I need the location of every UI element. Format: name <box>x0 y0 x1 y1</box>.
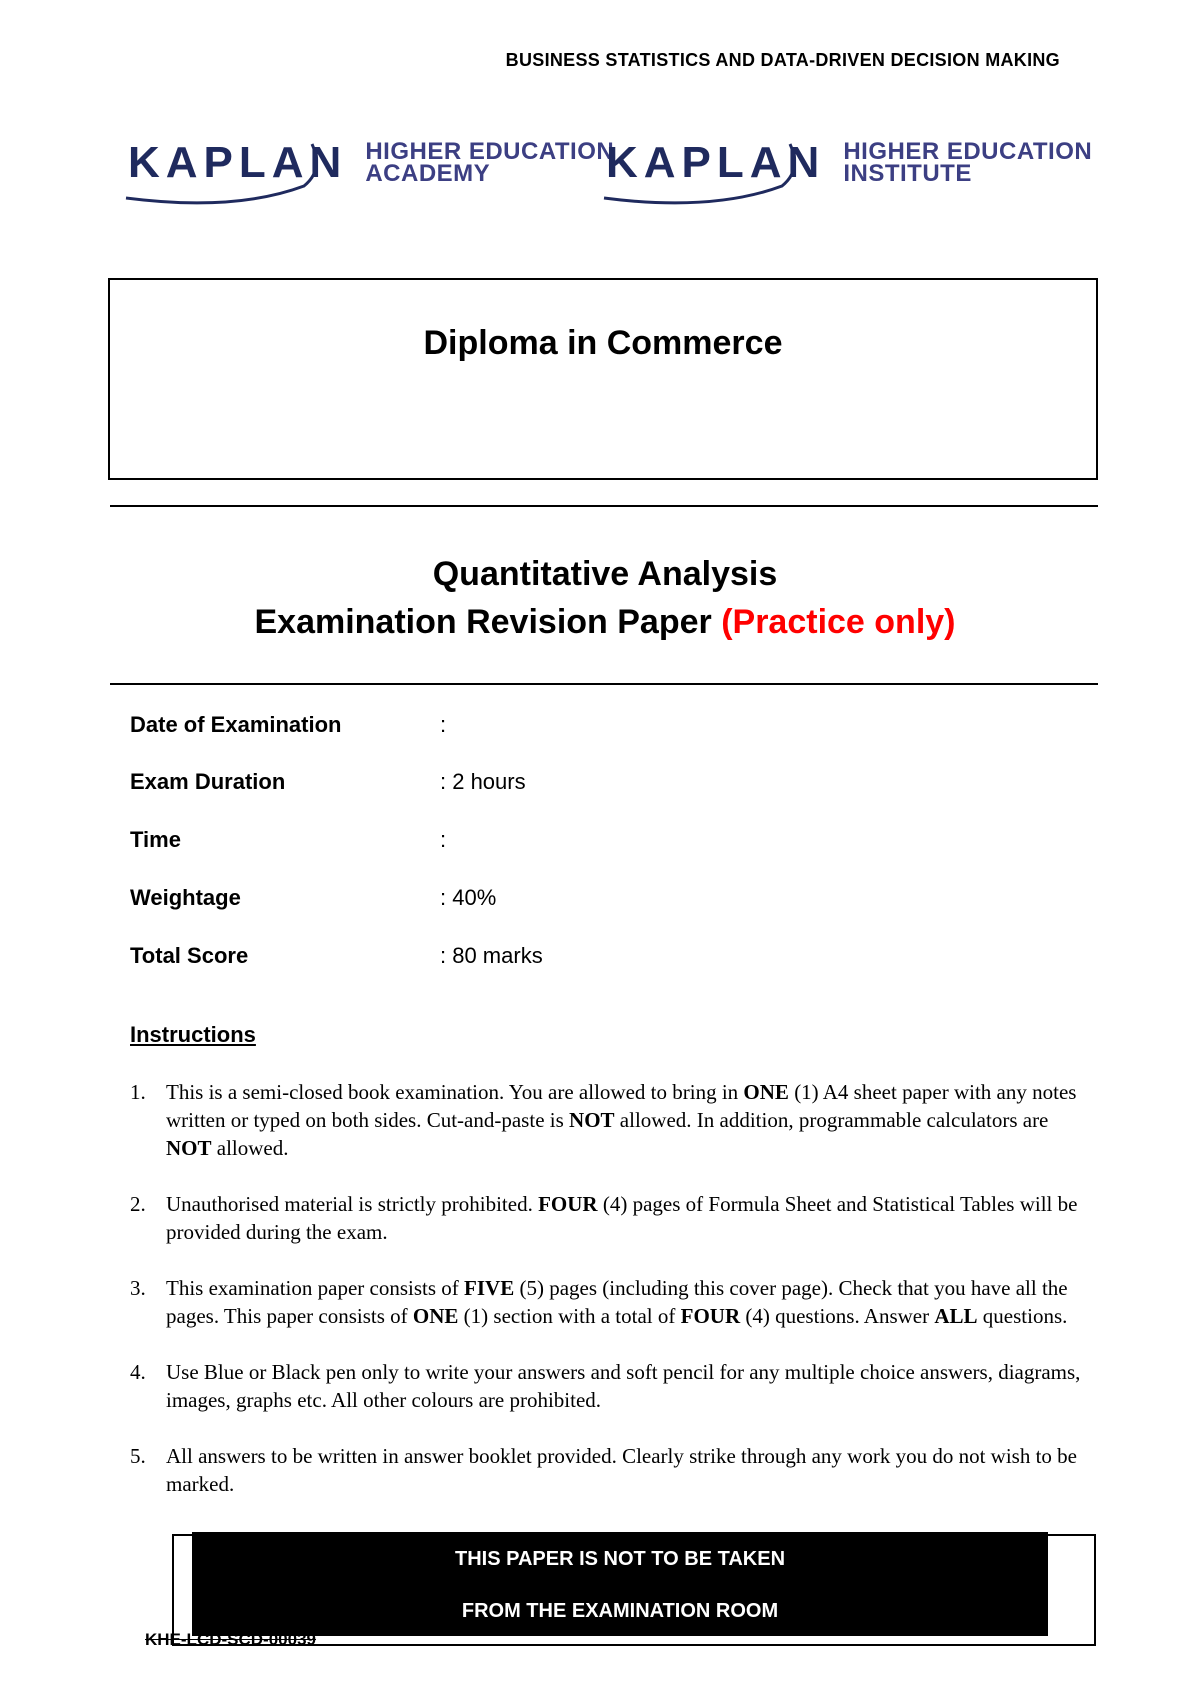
instruction-number: 3. <box>130 1276 146 1300</box>
detail-value: : 2 hours <box>440 769 526 794</box>
logo-line-2: ACADEMY <box>365 160 491 187</box>
detail-label: Weightage <box>130 885 241 910</box>
instruction-text: Unauthorised material is strictly prohibited. FOUR (4) pages of Formula Sheet and Statistical Tables will be provided during the exam. <box>166 1192 1078 1244</box>
practice-note: (Practice only) <box>721 603 956 641</box>
kaplan-swoosh-icon <box>602 140 807 210</box>
kaplan-wordmark-text: KAPLAN <box>128 138 348 187</box>
divider-bottom <box>110 683 1098 685</box>
instruction-item <box>130 1078 1090 1162</box>
kaplan-wordmark <box>606 138 825 188</box>
subject-title: Quantitative Analysis <box>432 555 778 593</box>
document-code: KHE-LCD-SCD-00039 <box>145 1630 316 1649</box>
logo-line-1: HIGHER EDUCATION <box>843 138 1093 165</box>
course-title: BUSINESS STATISTICS AND DATA-DRIVEN DECISION MAKING <box>505 50 1060 70</box>
logo-line-1: HIGHER EDUCATION <box>365 138 615 165</box>
kaplan-swoosh-icon <box>124 140 329 210</box>
paper-type-line <box>0 598 1200 646</box>
kaplan-institute-logo <box>606 118 1092 208</box>
logo-line-2: INSTITUTE <box>843 160 972 187</box>
instruction-item <box>130 1274 1090 1330</box>
instruction-number: 1. <box>130 1080 146 1104</box>
detail-label: Total Score <box>130 943 249 968</box>
instruction-number: 5. <box>130 1444 146 1468</box>
footer-warning-line-1: THIS PAPER IS NOT TO BE TAKEN <box>454 1548 786 1570</box>
kaplan-wordmark <box>128 138 347 188</box>
instruction-number: 4. <box>130 1360 146 1384</box>
programme-title: Diploma in Commerce <box>423 324 783 362</box>
instructions-heading: Instructions <box>130 1022 256 1047</box>
instruction-item <box>130 1442 1090 1498</box>
instruction-item <box>130 1358 1090 1414</box>
kaplan-academy-logo <box>128 118 614 208</box>
footer-warning-line-2: FROM THE EXAMINATION ROOM <box>461 1600 779 1622</box>
detail-value: : 80 marks <box>440 943 543 968</box>
kaplan-wordmark-text: KAPLAN <box>606 138 826 187</box>
instruction-text: This examination paper consists of FIVE (5) pages (including this cover page). Check that you have all the pages. This paper consists of ONE (1) section with a total of FOUR (4) questions. Answer ALL questions. <box>166 1276 1068 1328</box>
detail-label: Exam Duration <box>130 769 286 794</box>
detail-value: : <box>440 827 447 852</box>
logo-subtitle <box>365 138 615 187</box>
detail-value: : 40% <box>440 885 497 910</box>
paper-type: Examination Revision Paper <box>254 603 712 641</box>
instruction-text: All answers to be written in answer booklet provided. Clearly strike through any work you do not wish to be marked. <box>166 1444 1077 1496</box>
logo-subtitle <box>843 138 1093 187</box>
detail-value: : <box>440 712 447 737</box>
detail-label: Time <box>130 827 181 852</box>
paper-title-block <box>0 550 1200 646</box>
programme-box <box>108 278 1098 480</box>
instruction-text: Use Blue or Black pen only to write your answers and soft pencil for any multiple choice answers, diagrams, images, graphs etc. All other colours are prohibited. <box>166 1360 1081 1412</box>
instruction-text: This is a semi-closed book examination. You are allowed to bring in ONE (1) A4 sheet paper with any notes written or typed on both sides. Cut-and-paste is NOT allowed. In addition, programmable calculators are NOT allowed. <box>166 1080 1077 1160</box>
footer-warning-banner <box>192 1532 1048 1636</box>
instruction-item <box>130 1190 1090 1246</box>
instructions-list <box>130 1078 1090 1526</box>
divider-top <box>110 505 1098 507</box>
detail-label: Date of Examination <box>130 712 342 737</box>
instruction-number: 2. <box>130 1192 146 1216</box>
